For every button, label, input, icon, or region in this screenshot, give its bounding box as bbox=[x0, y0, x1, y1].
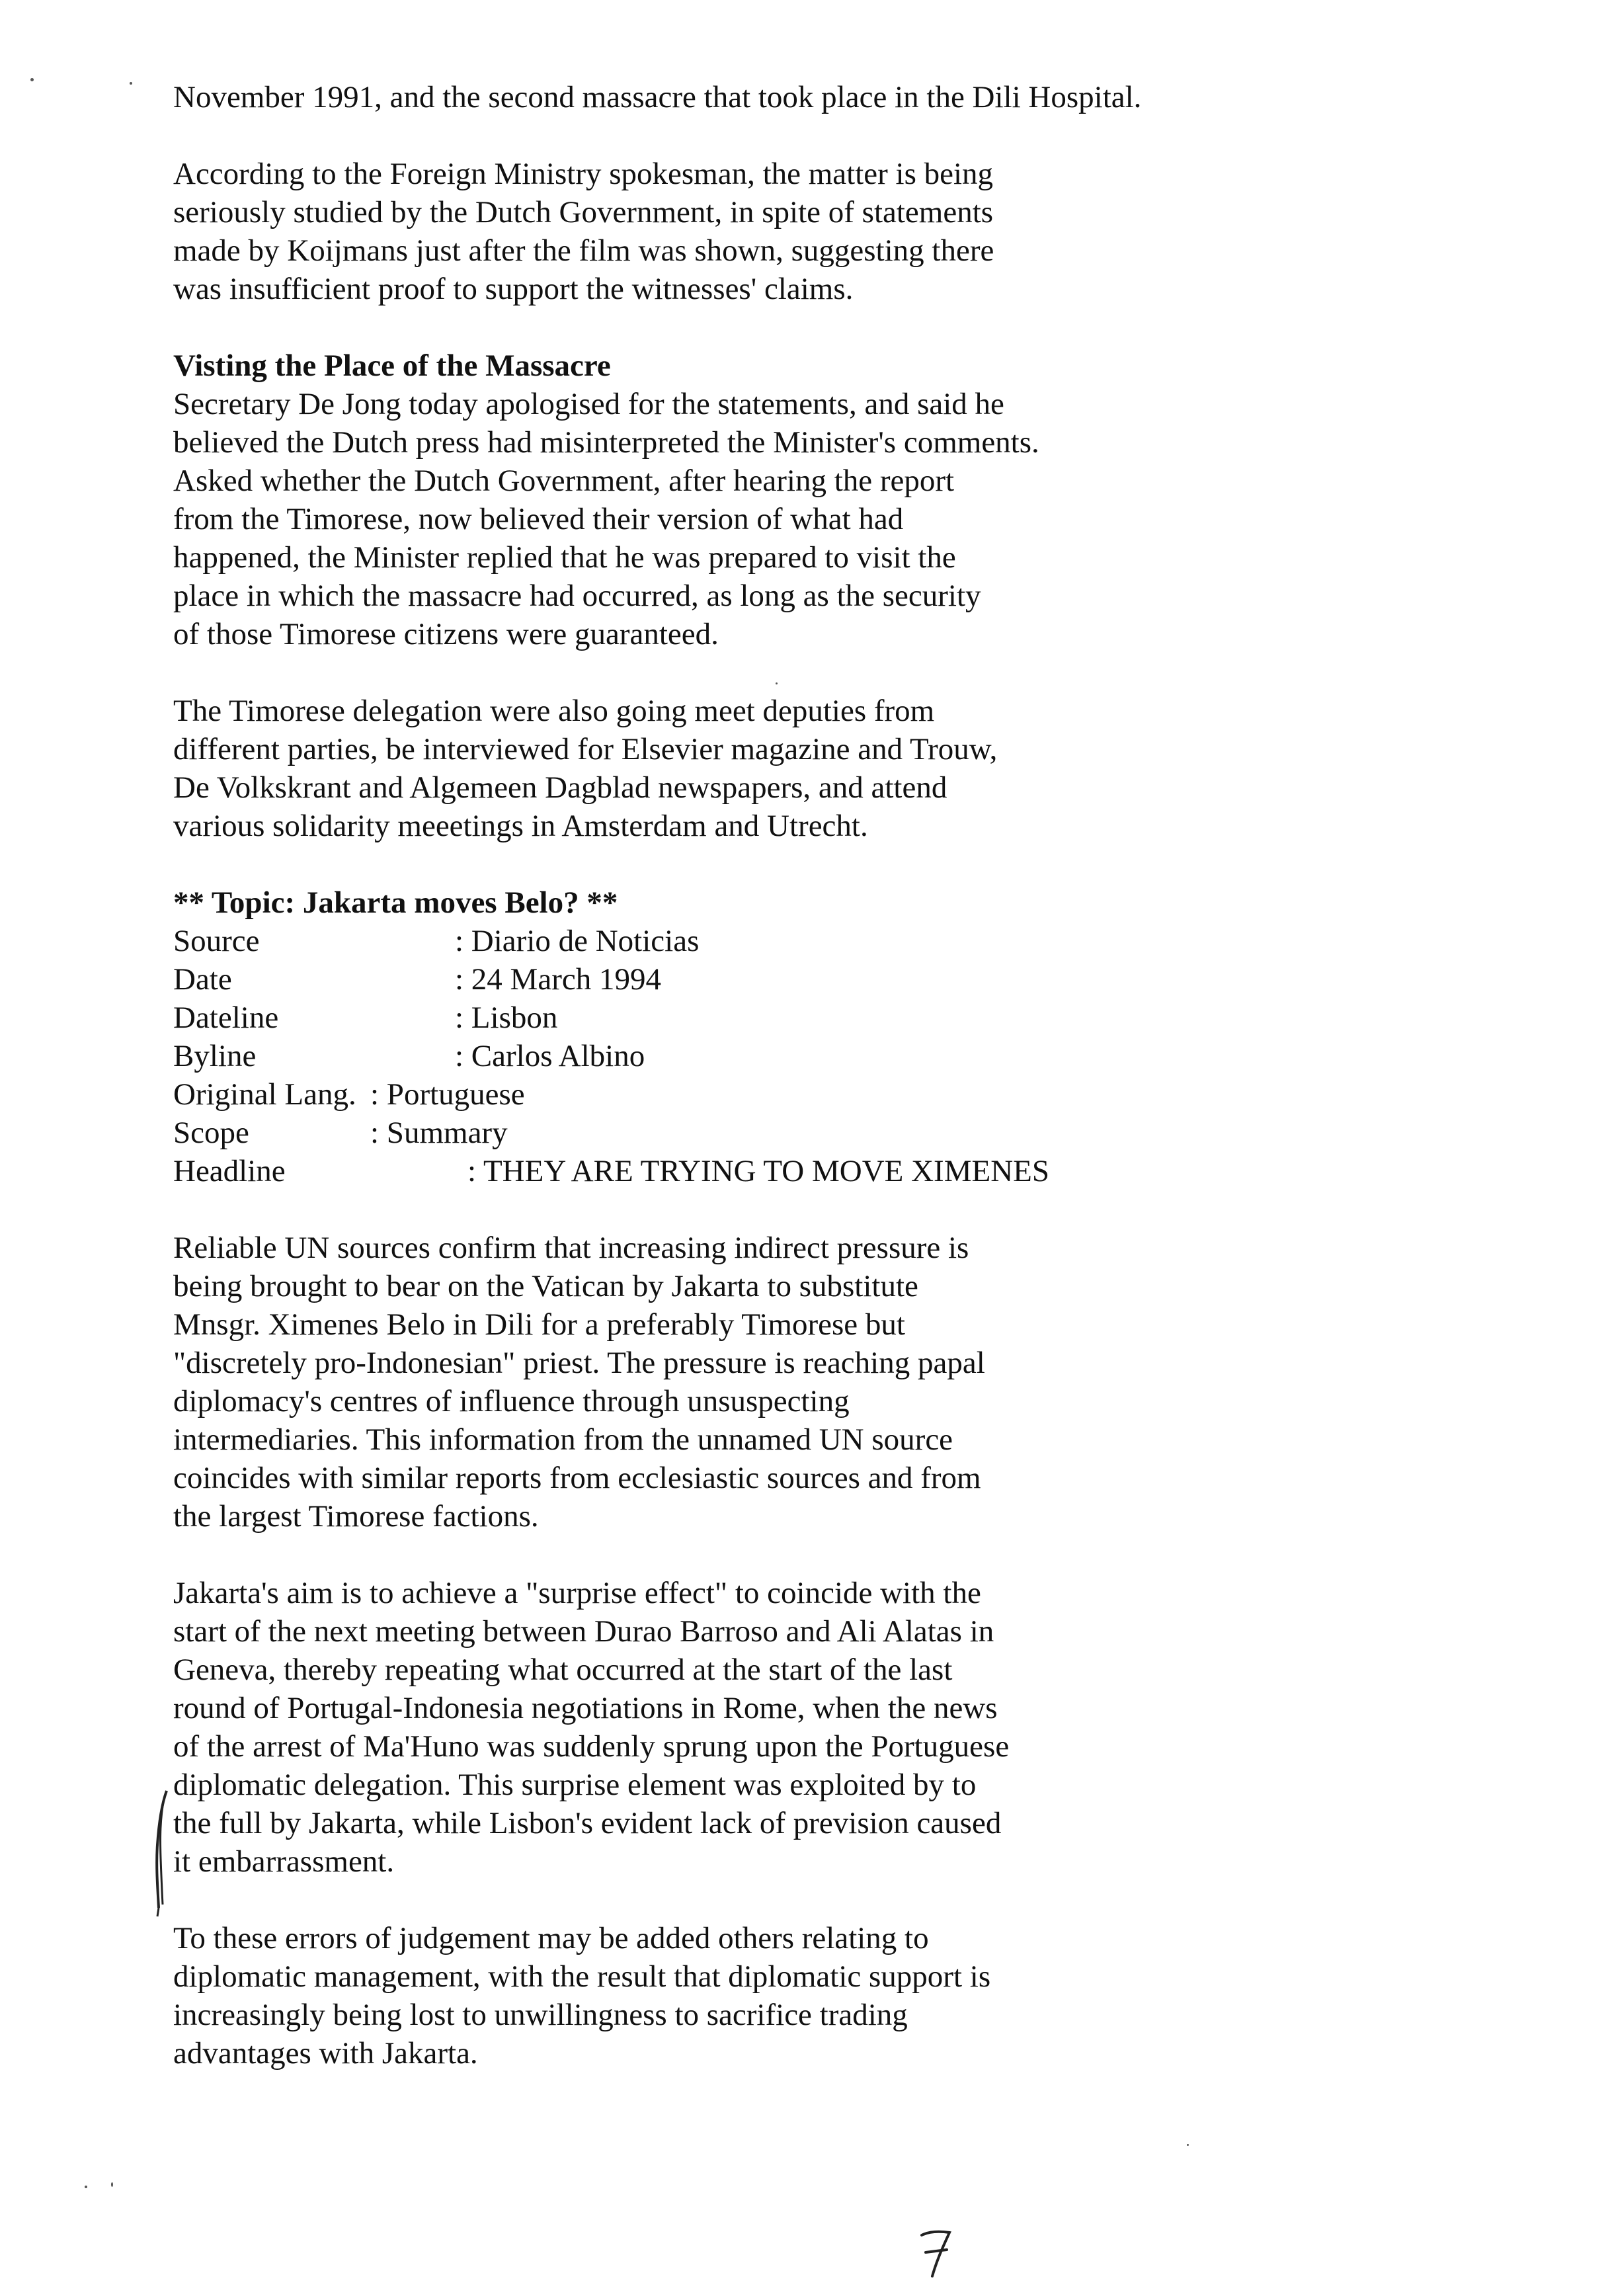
text-line: coincides with similar reports from ecclesiastic sources and from bbox=[173, 1461, 981, 1495]
metadata-label: Date bbox=[173, 962, 232, 997]
paragraph-delegation bbox=[173, 692, 1297, 845]
metadata-label: Headline bbox=[173, 1154, 286, 1188]
text-line: various solidarity meeetings in Amsterdam and Utrecht. bbox=[173, 809, 868, 843]
text-line: increasingly being lost to unwillingness to sacrifice trading bbox=[173, 1998, 908, 2032]
text-line: was insufficient proof to support the witnesses' claims. bbox=[173, 272, 854, 306]
section-heading: Visting the Place of the Massacre bbox=[173, 348, 611, 383]
text-line: Geneva, thereby repeating what occurred at the start of the last bbox=[173, 1653, 953, 1687]
scan-speck bbox=[111, 2182, 113, 2187]
metadata-label: Source bbox=[173, 924, 260, 958]
text-line: Secretary De Jong today apologised for the statements, and said he bbox=[173, 387, 1004, 421]
text-line: different parties, be interviewed for Elsevier magazine and Trouw, bbox=[173, 732, 998, 766]
metadata-label: Scope bbox=[173, 1116, 249, 1150]
metadata-value: : 24 March 1994 bbox=[455, 962, 661, 997]
text-line: To these errors of judgement may be added others relating to bbox=[173, 1921, 929, 1955]
text-line: start of the next meeting between Durao Barroso and Ali Alatas in bbox=[173, 1614, 994, 1649]
text-line: it embarrassment. bbox=[173, 1844, 395, 1879]
metadata-value: : Carlos Albino bbox=[455, 1039, 645, 1073]
metadata-value: : THEY ARE TRYING TO MOVE XIMENES bbox=[467, 1154, 1049, 1188]
text-line: Asked whether the Dutch Government, after hearing the report bbox=[173, 464, 955, 498]
metadata-label: Dateline bbox=[173, 1001, 279, 1035]
paragraph-un-sources bbox=[173, 1229, 1297, 1536]
paragraph-errors-of-judgement bbox=[173, 1919, 1297, 2072]
text-line: Reliable UN sources confirm that increasing indirect pressure is bbox=[173, 1231, 969, 1265]
text-line: happened, the Minister replied that he was prepared to visit the bbox=[173, 540, 956, 575]
paragraph-foreign-ministry bbox=[173, 155, 1297, 308]
scan-speck bbox=[130, 82, 132, 85]
section-visiting-massacre bbox=[173, 347, 1297, 653]
scan-speck bbox=[85, 2186, 87, 2188]
paragraph-jakarta-aim bbox=[173, 1574, 1297, 1881]
text-line: "discretely pro-Indonesian" priest. The pressure is reaching papal bbox=[173, 1346, 985, 1380]
text-line: the full by Jakarta, while Lisbon's evident lack of prevision caused bbox=[173, 1806, 1002, 1840]
page-number-handwritten bbox=[912, 2222, 959, 2281]
text-line: Mnsgr. Ximenes Belo in Dili for a preferably Timorese but bbox=[173, 1307, 905, 1342]
text-line: the largest Timorese factions. bbox=[173, 1499, 539, 1534]
text-line: of those Timorese citizens were guaranteed. bbox=[173, 617, 719, 651]
metadata-value: : Lisbon bbox=[455, 1001, 558, 1035]
scan-speck bbox=[30, 78, 34, 81]
metadata-row-original-lang bbox=[173, 1075, 1297, 1114]
text-line: diplomatic delegation. This surprise element was exploited by to bbox=[173, 1768, 977, 1802]
metadata-row-source bbox=[173, 922, 1297, 960]
text-line: place in which the massacre had occurred, as long as the security bbox=[173, 579, 981, 613]
text-line: round of Portugal-Indonesia negotiations in Rome, when the news bbox=[173, 1691, 998, 1725]
text-line: made by Koijmans just after the film was shown, suggesting there bbox=[173, 233, 994, 268]
topic-heading: ** Topic: Jakarta moves Belo? ** bbox=[173, 885, 618, 920]
text-line: The Timorese delegation were also going meet deputies from bbox=[173, 694, 935, 728]
text-line: from the Timorese, now believed their version of what had bbox=[173, 502, 904, 536]
text-line: diplomacy's centres of influence through unsuspecting bbox=[173, 1384, 850, 1418]
metadata-value: : Diario de Noticias bbox=[455, 924, 700, 958]
text-line: advantages with Jakarta. bbox=[173, 2036, 478, 2070]
text-line: De Volkskrant and Algemeen Dagblad newspapers, and attend bbox=[173, 770, 947, 805]
metadata-label: Original Lang. bbox=[173, 1077, 356, 1112]
metadata-row-headline bbox=[173, 1152, 1297, 1190]
metadata-row-byline bbox=[173, 1037, 1297, 1075]
text-line: According to the Foreign Ministry spokesman, the matter is being bbox=[173, 157, 994, 191]
document-body bbox=[173, 78, 1297, 2111]
text-line: of the arrest of Ma'Huno was suddenly sprung upon the Portuguese bbox=[173, 1729, 1010, 1764]
article-metadata bbox=[173, 883, 1297, 1190]
text-line: diplomatic management, with the result that diplomatic support is bbox=[173, 1959, 991, 1994]
metadata-row-date bbox=[173, 960, 1297, 999]
intro-paragraph bbox=[173, 78, 1297, 116]
metadata-value: : Summary bbox=[370, 1116, 508, 1150]
metadata-label: Byline bbox=[173, 1039, 257, 1073]
metadata-row-dateline bbox=[173, 999, 1297, 1037]
margin-bracket-mark bbox=[144, 1785, 177, 1918]
text-line: believed the Dutch press had misinterpreted the Minister's comments. bbox=[173, 425, 1039, 460]
text-line: seriously studied by the Dutch Government, in spite of statements bbox=[173, 195, 994, 229]
metadata-row-scope bbox=[173, 1114, 1297, 1152]
text-line: being brought to bear on the Vatican by Jakarta to substitute bbox=[173, 1269, 918, 1303]
text-line: intermediaries. This information from the unnamed UN source bbox=[173, 1422, 953, 1457]
metadata-value: : Portuguese bbox=[370, 1077, 525, 1112]
text-line: Jakarta's aim is to achieve a "surprise effect" to coincide with the bbox=[173, 1576, 981, 1610]
text-line: November 1991, and the second massacre that took place in the Dili Hospital. bbox=[173, 80, 1142, 114]
scan-speck bbox=[1187, 2144, 1189, 2146]
